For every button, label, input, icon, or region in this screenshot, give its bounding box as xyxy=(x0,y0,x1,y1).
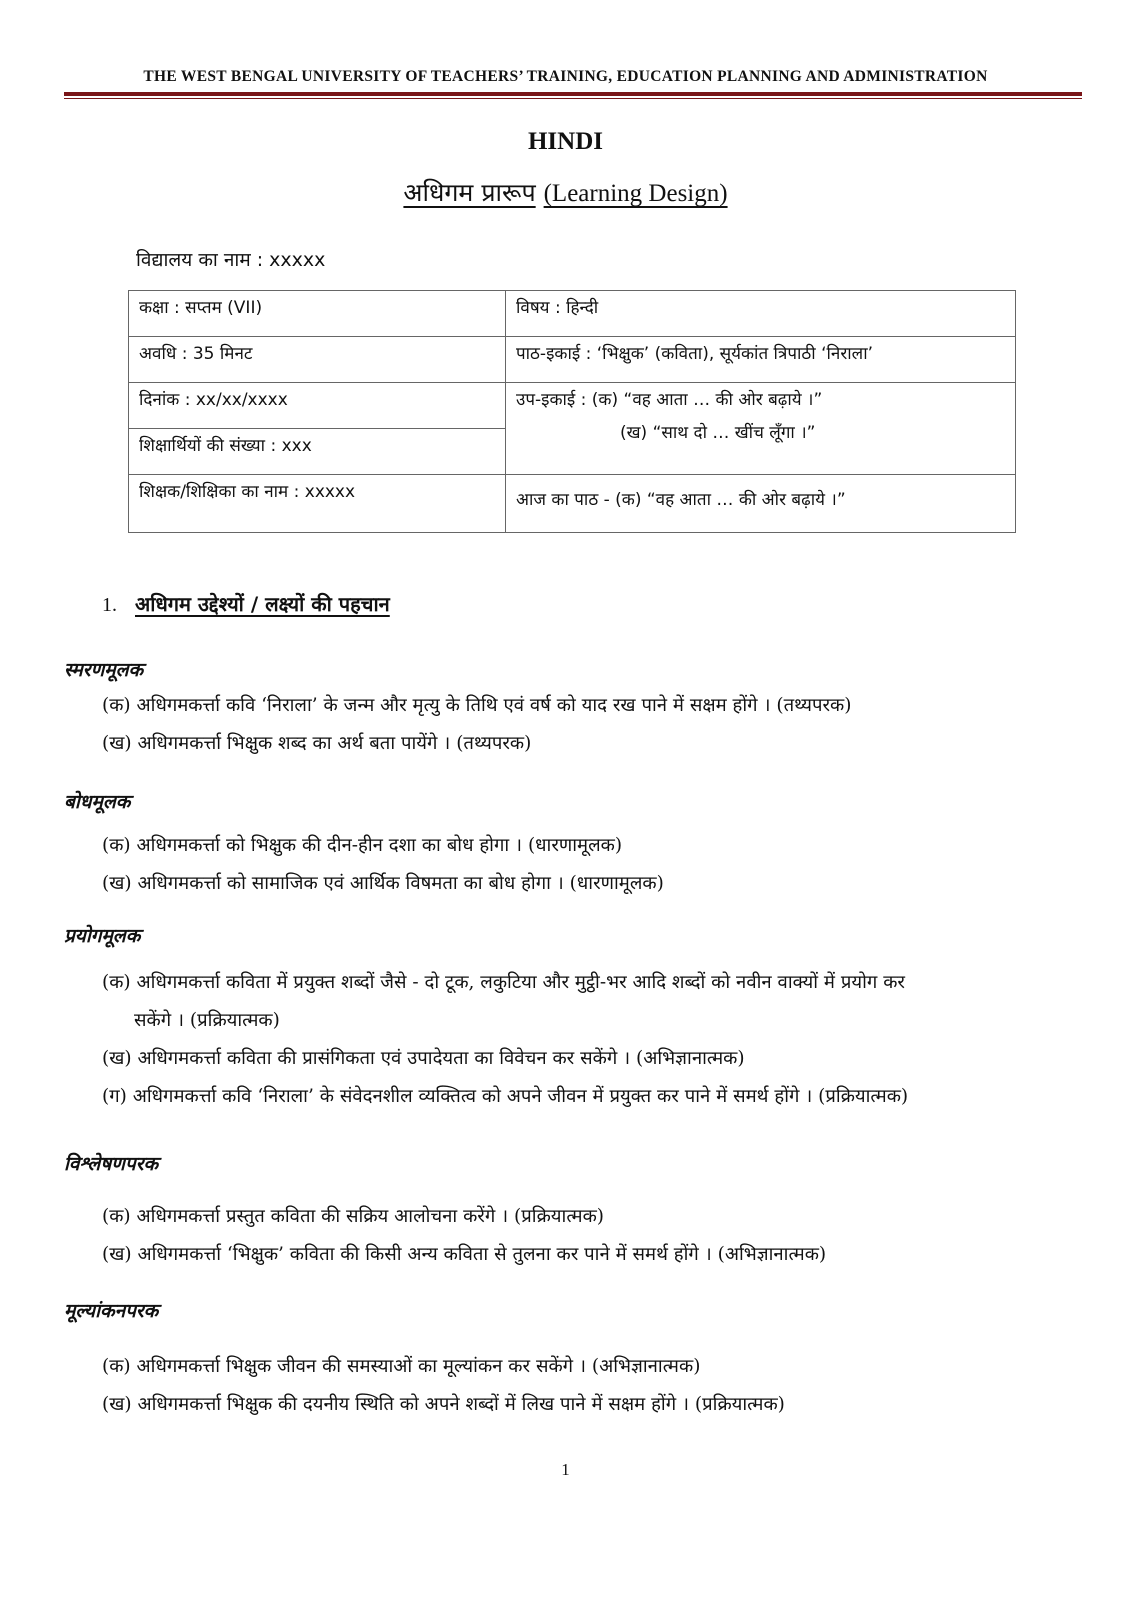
learning-design-title-hindi: अधिगम प्रारूप xyxy=(403,178,536,207)
objective-item: (ग) अधिगमकर्त्ता कवि ‘निराला’ के संवेदनशील व्यक्तित्व को अपने जीवन में प्रयुक्त कर पाने में समर्थ होंगे । (प्रक्रियात्मक) xyxy=(102,1086,909,1107)
page-number: 1 xyxy=(561,1460,570,1479)
unit-cell: पाठ-इकाई : ‘भिक्षुक’ (कविता), सूर्यकांत त्रिपाठी ‘निराला’ xyxy=(506,337,1016,383)
objective-item: (क) अधिगमकर्त्ता भिक्षुक जीवन की समस्याओं का मूल्यांकन कर सकेंगे । (अभिज्ञानात्मक) xyxy=(102,1356,701,1377)
objective-item: (ख) अधिगमकर्त्ता को सामाजिक एवं आर्थिक विषमता का बोध होगा । (धारणामूलक) xyxy=(102,873,664,894)
objective-item: (ख) अधिगमकर्त्ता कविता की प्रासंगिकता एवं उपादेयता का विवेचन कर सकेंगे । (अभिज्ञानात्मक) xyxy=(102,1048,745,1069)
teacher-cell: शिक्षक/शिक्षिका का नाम : xxxxx xyxy=(129,475,506,533)
lesson-info-table xyxy=(128,290,1016,533)
section-1-heading xyxy=(102,590,390,617)
objective-item: (क) अधिगमकर्त्ता प्रस्तुत कविता की सक्रिय आलोचना करेंगे । (प्रक्रियात्मक) xyxy=(102,1206,605,1227)
section-1-number: 1. xyxy=(102,594,117,616)
students-cell: शिक्षार्थियों की संख्या : xxx xyxy=(129,429,506,475)
category-prayog-title: प्रयोगमूलक xyxy=(64,925,141,947)
objective-list-bodh xyxy=(102,827,1087,903)
section-1-title: अधिगम उद्देश्यों / लक्ष्यों की पहचान xyxy=(135,592,390,616)
class-cell: कक्षा : सप्तम (VII) xyxy=(129,291,506,337)
subunit-line-1: उप-इकाई : (क) “वह आता … की ओर बढ़ाये ।” xyxy=(516,390,823,410)
subunit-line-2: (ख) “साथ दो … खींच लूँगा ।” xyxy=(620,423,816,443)
objective-item: (क) अधिगमकर्त्ता को भिक्षुक की दीन-हीन दशा का बोध होगा । (धारणामूलक) xyxy=(102,835,623,856)
subject-title: HINDI xyxy=(527,128,603,155)
category-smaran-title: स्मरणमूलक xyxy=(64,659,144,681)
category-mulyankan-title: मूल्यांकनपरक xyxy=(64,1300,159,1322)
header-rule-thick xyxy=(64,92,1082,96)
objective-item: (क) अधिगमकर्त्ता कवि ‘निराला’ के जन्म और मृत्यु के तिथि एवं वर्ष को याद रख पाने में सक्षम होंगे । (तथ्यपरक) xyxy=(102,695,852,716)
category-vishleshan-title: विश्लेषणपरक xyxy=(64,1153,159,1175)
category-bodh-title: बोधमूलक xyxy=(64,791,131,813)
learning-design-title-english: (Learning Design) xyxy=(543,180,728,207)
subunit-cell xyxy=(506,383,1016,475)
objective-item: (ख) अधिगमकर्त्ता भिक्षुक की दयनीय स्थिति को अपने शब्दों में लिख पाने में सक्षम होंगे । (प्रक्रियात्मक) xyxy=(102,1394,785,1415)
duration-cell: अवधि : 35 मिनट xyxy=(129,337,506,383)
today-lesson-cell: आज का पाठ - (क) “वह आता … की ओर बढ़ाये ।” xyxy=(506,475,1016,533)
subject-cell: विषय : हिन्दी xyxy=(506,291,1016,337)
objective-item: (ख) अधिगमकर्त्ता भिक्षुक शब्द का अर्थ बता पायेंगे । (तथ्यपरक) xyxy=(102,733,532,754)
objective-list-smaran xyxy=(102,687,1087,763)
learning-design-title xyxy=(0,175,1131,209)
date-cell: दिनांक : xx/xx/xxxx xyxy=(129,383,506,429)
objective-item-continuation: सकेंगे । (प्रक्रियात्मक) xyxy=(134,1010,280,1031)
objective-list-vishleshan xyxy=(102,1198,1087,1274)
objective-list-mulyankan xyxy=(102,1348,1087,1424)
header-rule-thin xyxy=(64,98,1082,99)
school-name-line: विद्यालय का नाम : xxxxx xyxy=(136,249,326,271)
university-header: THE WEST BENGAL UNIVERSITY OF TEACHERS’ TRAINING, EDUCATION PLANNING AND ADMINISTRATION xyxy=(143,68,988,85)
objective-list-prayog xyxy=(102,964,1087,1116)
objective-item: (क) अधिगमकर्त्ता कविता में प्रयुक्त शब्दों जैसे - दो टूक, लकुटिया और मुट्ठी-भर आदि शब्दों को नवीन वाक्यों में प्रयोग कर xyxy=(102,972,905,993)
objective-item: (ख) अधिगमकर्त्ता ‘भिक्षुक’ कविता की किसी अन्य कविता से तुलना कर पाने में समर्थ होंगे । (अभिज्ञानात्मक) xyxy=(102,1244,827,1265)
